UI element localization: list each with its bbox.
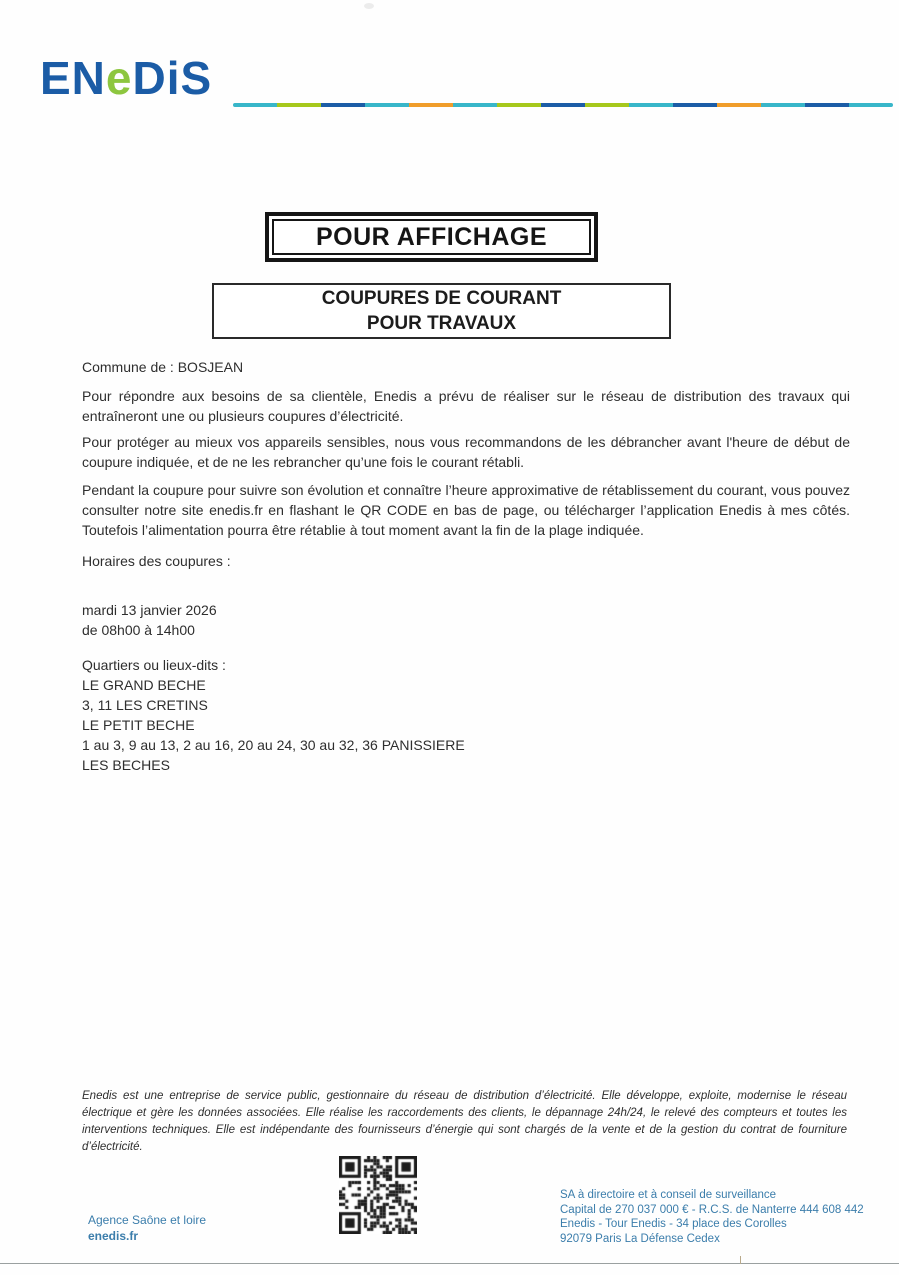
coupures-banner-line2: POUR TRAVAUX: [366, 313, 517, 334]
scan-artifact-tick: [740, 1256, 741, 1264]
paragraph-qrcode: Pendant la coupure pour suivre son évolution et connaître l’heure approximative de rétablissement du courant, vous pouvez consulter notre site enedis.fr en flashant le QR CODE en bas de page, ou télécharger l’application Enedis à mes côtés. Toutefois l’alimentation pourra être rétablie à tout moment avant la fin de la plage indiquée.: [82, 482, 850, 538]
quartier-item: LES BECHES: [82, 757, 170, 773]
qr-code: [339, 1156, 417, 1234]
agency-block: [88, 1212, 206, 1244]
legal-text: Enedis est une entreprise de service public, gestionnaire du réseau de distribution d’électricité. Elle développe, exploite, modernise le réseau électrique et gère les données associées. Elle réalise les raccordements des clients, le dépannage 24h/24, le relevé des compteurs et toutes les interventions techniques. Elle est indépendante des fournisseurs d’énergie qui sont chargés de la vente et de la gestion du contrat de fourniture d’électricité.: [82, 1090, 847, 1153]
paragraph-protect: Pour protéger au mieux vos appareils sensibles, nous vous recommandons de les débrancher avant l'heure de début de coupure indiquée, et de ne les rebrancher qu’une fois le courant rétabli.: [82, 434, 850, 470]
pour-affichage-label: POUR AFFICHAGE: [272, 219, 591, 255]
logo-text-part2: e: [105, 52, 133, 104]
enedis-fr-link: enedis.fr: [88, 1229, 139, 1243]
schedule-date: mardi 13 janvier 2026: [82, 602, 217, 618]
enedis-logo-text: [40, 52, 212, 104]
company-info-block: [560, 1188, 864, 1246]
logo-colored-line: [233, 103, 893, 107]
scan-artifact-line: [0, 1263, 899, 1264]
quartier-item: 3, 11 LES CRETINS: [82, 697, 208, 713]
agency-name: Agence Saône et loire: [88, 1213, 207, 1227]
horaires-label: Horaires des coupures :: [82, 553, 231, 569]
quartiers-label: Quartiers ou lieux-dits :: [82, 657, 226, 673]
paragraph-intro: Pour répondre aux besoins de sa clientèle, Enedis a prévu de réaliser sur le réseau de distribution des travaux qui entraîneront une ou plusieurs coupures d’électricité.: [82, 388, 850, 424]
schedule-block: [82, 600, 850, 640]
quartier-item: 1 au 3, 9 au 13, 2 au 16, 20 au 24, 30 au 32, 36 PANISSIERE: [82, 737, 465, 753]
schedule-time: de 08h00 à 14h00: [82, 622, 195, 638]
pour-affichage-banner: [265, 212, 598, 262]
company-info-line: Capital de 270 037 000 € - R.C.S. de Nanterre 444 608 442: [560, 1203, 864, 1216]
quartier-item: LE GRAND BECHE: [82, 677, 206, 693]
coupures-banner: [212, 283, 671, 339]
coupures-banner-line1: COUPURES DE COURANT: [321, 288, 562, 309]
company-info-line: Enedis - Tour Enedis - 34 place des Corolles: [560, 1218, 787, 1230]
commune-line: Commune de : BOSJEAN: [82, 359, 244, 375]
quartiers-block: [82, 655, 850, 775]
company-info-line: SA à directoire et à conseil de surveillance: [560, 1189, 777, 1201]
scan-smudge: [364, 3, 374, 9]
logo-text-part1: EN: [40, 52, 106, 104]
enedis-logo: [40, 52, 893, 108]
logo-text-part3: DiS: [132, 52, 213, 104]
quartier-item: LE PETIT BECHE: [82, 717, 195, 733]
company-info-line: 92079 Paris La Défense Cedex: [560, 1232, 720, 1245]
